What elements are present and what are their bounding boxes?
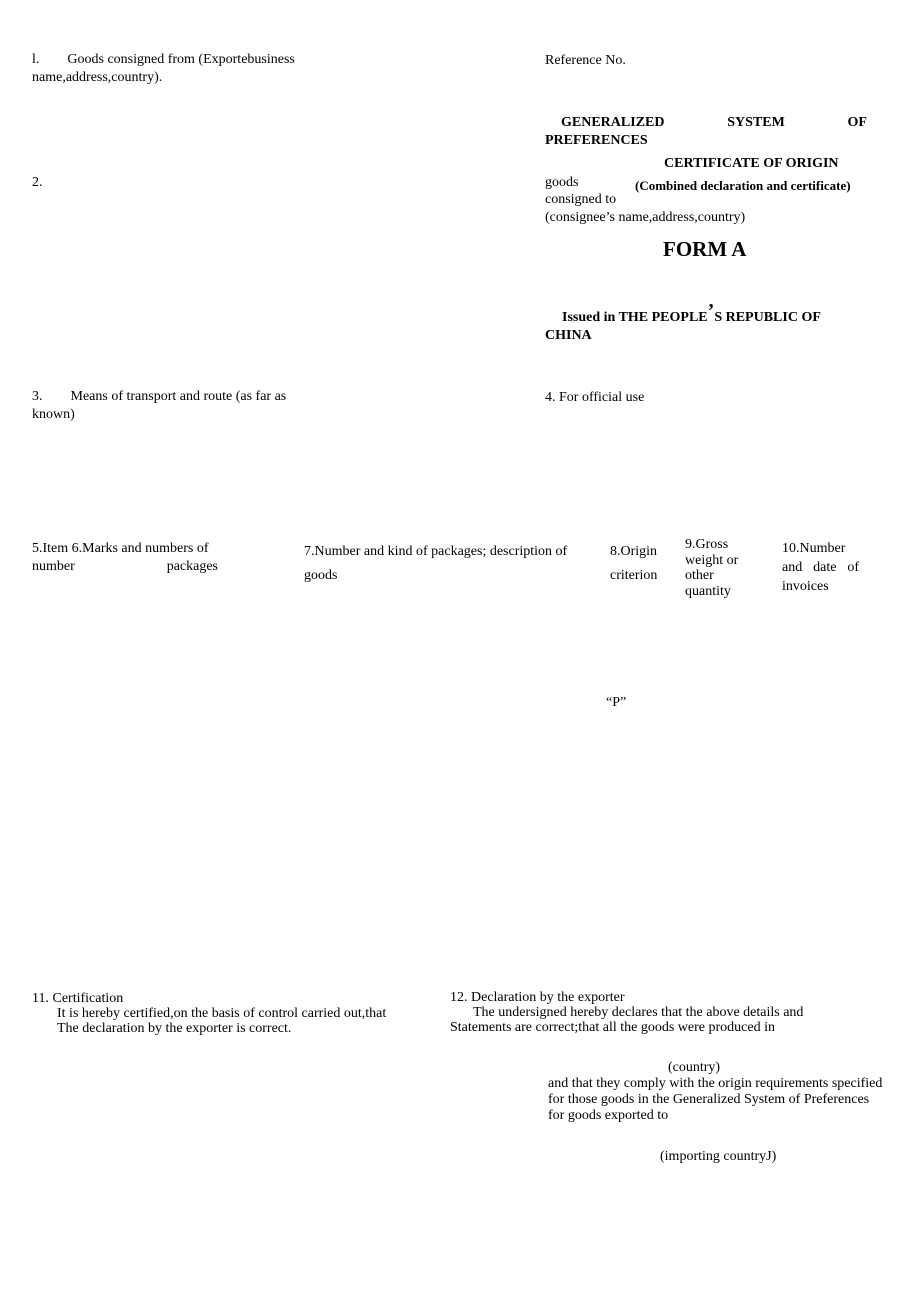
invoices-date: date — [813, 560, 837, 575]
invoices-header-line2 — [782, 559, 859, 576]
box11-line2: The declaration by the exporter is correct. — [57, 1021, 292, 1036]
issued-in-line2: CHINA — [545, 328, 592, 343]
gsp-title-word3: OF — [847, 115, 867, 130]
packages-label: packages — [166, 559, 218, 574]
box3-label-line1: Means of transport and route (as far as — [70, 389, 287, 404]
item-marks-header-line2 — [32, 558, 218, 575]
box4-label: 4. For official use — [545, 390, 645, 405]
reference-label: Reference No. — [545, 53, 626, 68]
invoices-of: of — [847, 560, 859, 575]
box12-line1: The undersigned hereby declares that the above details and — [473, 1005, 804, 1020]
issued-in-line1 — [562, 300, 821, 326]
form-a-title: FORM A — [663, 237, 747, 261]
box12-line2: Statements are correct;that all the goods were produced in — [450, 1020, 775, 1035]
origin-criterion-header-line1: 8.Origin — [610, 544, 658, 559]
issued-country-b: S REPUBLIC OF — [714, 310, 821, 325]
gross-weight-header-line3: other — [685, 568, 714, 583]
origin-criterion-value: “P” — [606, 695, 627, 710]
gross-weight-header-line4: quantity — [685, 584, 731, 599]
box1-label-line2: name,address,country). — [32, 70, 163, 85]
gross-weight-header-line2: weight or — [685, 553, 739, 568]
box2-consigned-to: consigned to — [545, 192, 617, 207]
box1-label — [32, 51, 295, 68]
combined-declaration: (Combined declaration and certificate) — [635, 178, 851, 193]
invoices-and: and — [782, 560, 803, 575]
invoices-header-line1: 10.Number — [782, 541, 846, 556]
item-number-label: number — [32, 559, 75, 574]
box2-number: 2. — [32, 175, 43, 190]
description-header-line1: 7.Number and kind of packages; description of — [304, 544, 568, 559]
box3-label-line2: known) — [32, 407, 75, 422]
issued-country-a: THE PEOPLE — [618, 310, 708, 325]
box12-line3: and that they comply with the origin requirements specified — [548, 1076, 883, 1091]
box1-label-line1: Goods consigned from (Exportebusiness — [67, 52, 295, 67]
box12-line4: for those goods in the Generalized System of Preferences — [548, 1092, 870, 1107]
box11-title: 11. Certification — [32, 991, 124, 1006]
certificate-of-origin: CERTIFICATE OF ORIGIN — [664, 156, 839, 171]
gsp-title-word2: SYSTEM — [727, 115, 785, 130]
box12-importing-country: (importing countryJ) — [660, 1149, 777, 1164]
gsp-title-line2: PREFERENCES — [545, 133, 648, 148]
box3-number: 3. — [32, 389, 43, 404]
issued-apostrophe: ’ — [707, 300, 715, 322]
box12-line5: for goods exported to — [548, 1108, 669, 1123]
box12-country: (country) — [668, 1060, 721, 1075]
issued-prefix: Issued in — [562, 310, 619, 325]
gross-weight-header-line1: 9.Gross — [685, 537, 729, 552]
box2-consignee: (consignee’s name,address,country) — [545, 210, 746, 225]
box12-title: 12. Declaration by the exporter — [450, 990, 625, 1005]
box1-number: l. — [32, 52, 40, 67]
gsp-title-word1: GENERALIZED — [561, 115, 665, 130]
gsp-title-line1 — [561, 114, 867, 131]
origin-criterion-header-line2: criterion — [610, 568, 658, 583]
invoices-header-line3: invoices — [782, 579, 829, 594]
description-header-line2: goods — [304, 568, 338, 583]
box3-label — [32, 388, 286, 405]
box2-goods: goods — [545, 175, 579, 190]
item-marks-header-line1: 5.Item 6.Marks and numbers of — [32, 541, 209, 556]
box11-line1: It is hereby certified,on the basis of control carried out,that — [57, 1006, 387, 1021]
